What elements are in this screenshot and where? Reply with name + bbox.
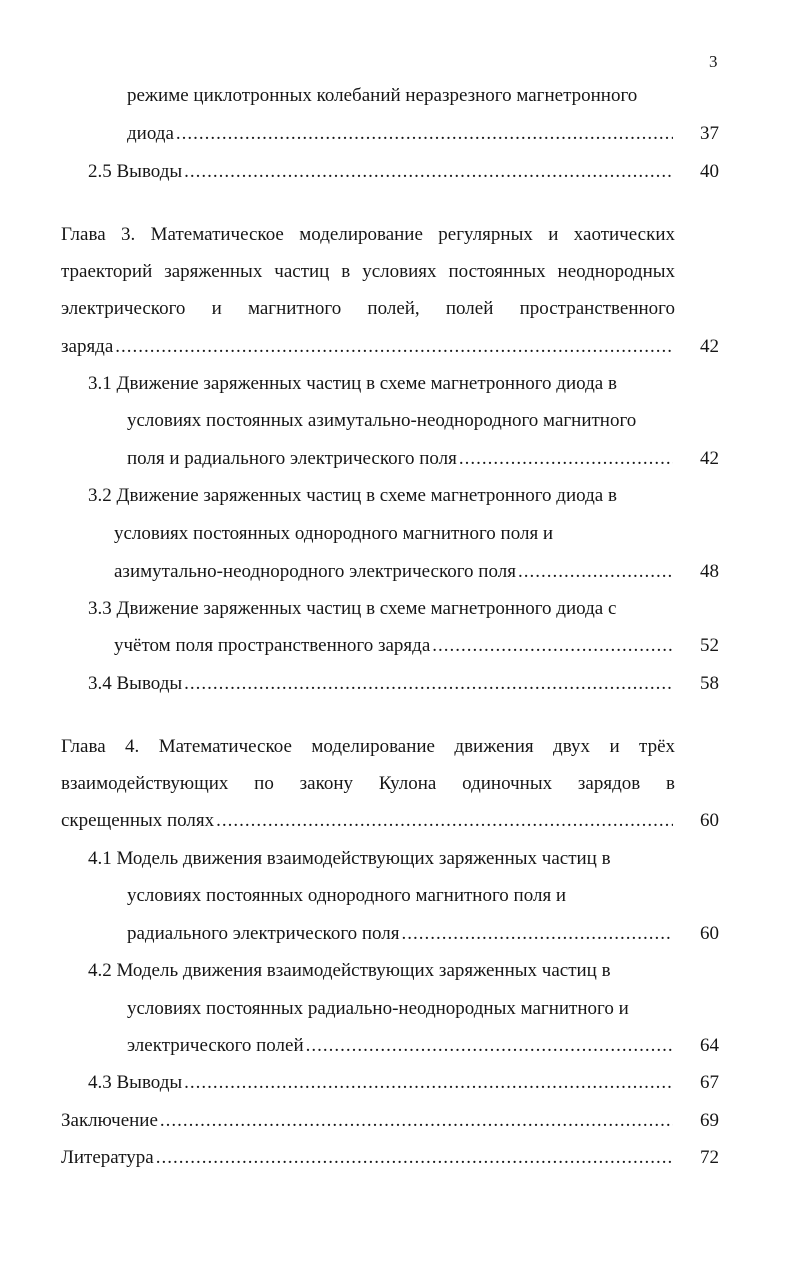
- toc-page-number: 58: [700, 673, 719, 694]
- toc-line: 3.2 Движение заряженных частиц в схеме магнетронного диода в: [88, 485, 617, 506]
- toc-line: условиях постоянных однородного магнитного поля и: [127, 885, 567, 906]
- toc-line: условиях постоянных однородного магнитного поля и: [114, 523, 554, 544]
- toc-line: радиального электрического поля .....: [127, 921, 675, 947]
- toc-chapter-line: электрического и магнитного полей, полей пространственного: [61, 298, 675, 319]
- toc-line: электрического полей .....: [127, 1033, 675, 1059]
- toc-page-number: 72: [700, 1147, 719, 1168]
- toc-line: азимутально-неоднородного электрического поля .....: [114, 559, 675, 585]
- toc-line: 3.4 Выводы .....: [88, 671, 675, 697]
- toc-line: условиях постоянных радиально-неоднородных магнитного и: [127, 998, 629, 1019]
- toc-line: диода .....: [127, 121, 675, 147]
- toc-chapter-line: взаимодействующих по закону Кулона одиночных зарядов в: [61, 773, 675, 794]
- toc-page-number: 48: [700, 561, 719, 582]
- toc-page-number: 60: [700, 923, 719, 944]
- toc-page-number: 52: [700, 635, 719, 656]
- toc-line: Заключение .....: [61, 1108, 675, 1134]
- toc-line: скрещенных полях .....: [61, 808, 675, 834]
- toc-page-number: 42: [700, 448, 719, 469]
- toc-line: поля и радиального электрического поля .....: [127, 446, 675, 472]
- toc-page-number: 40: [700, 161, 719, 182]
- toc-chapter-line: Глава 4. Математическое моделирование движения двух и трёх: [61, 736, 675, 757]
- toc-line: режиме циклотронных колебаний неразрезного магнетронного: [127, 85, 638, 106]
- toc-page-number: 67: [700, 1072, 719, 1093]
- toc-page-number: 42: [700, 336, 719, 357]
- toc-line: заряда .....: [61, 334, 675, 360]
- toc-line: учётом поля пространственного заряда .....: [114, 633, 675, 659]
- toc-line: 4.3 Выводы .....: [88, 1070, 675, 1096]
- toc-line: условиях постоянных азимутально-неоднородного магнитного: [127, 410, 637, 431]
- toc-line: 2.5 Выводы .....: [88, 159, 675, 185]
- toc-line: 3.3 Движение заряженных частиц в схеме магнетронного диода с: [88, 598, 617, 619]
- toc-line: Литература .....: [61, 1145, 675, 1171]
- toc-page-number: 69: [700, 1110, 719, 1131]
- toc-line: 3.1 Движение заряженных частиц в схеме магнетронного диода в: [88, 373, 617, 394]
- toc-line: 4.2 Модель движения взаимодействующих заряженных частиц в: [88, 960, 611, 981]
- toc-chapter-line: траекторий заряженных частиц в условиях постоянных неоднородных: [61, 261, 675, 282]
- toc-page-number: 64: [700, 1035, 719, 1056]
- toc-page-number: 60: [700, 810, 719, 831]
- toc-line: 4.1 Модель движения взаимодействующих заряженных частиц в: [88, 848, 611, 869]
- toc-page-number: 37: [700, 123, 719, 144]
- toc-chapter-line: Глава 3. Математическое моделирование регулярных и хаотических: [61, 224, 675, 245]
- page-number: 3: [709, 52, 718, 71]
